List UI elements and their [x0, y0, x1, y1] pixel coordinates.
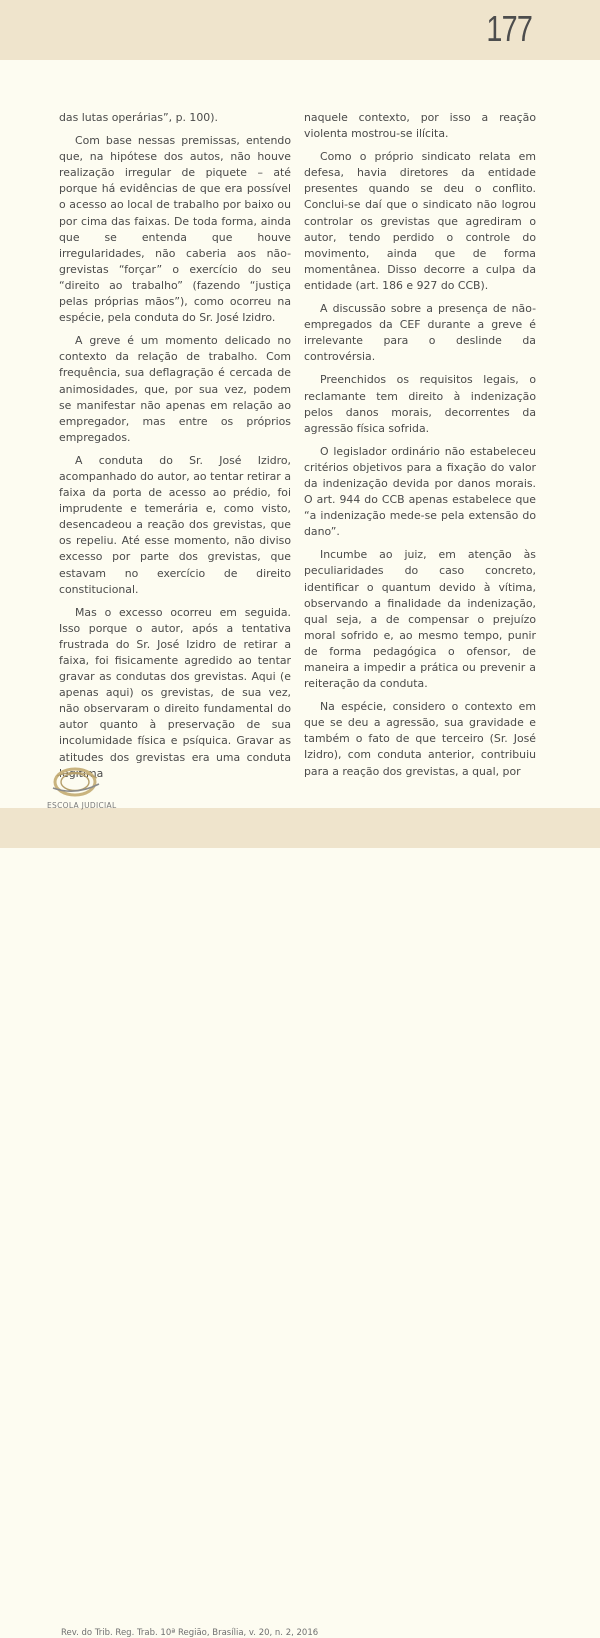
paragraph: Incumbe ao juiz, em atenção às peculiaridades do caso concreto, identificar o quantum devido à vítima, observando a finalidade da indenização, qual seja, a de compensar o prejuízo moral sofrido e, ao mesmo tempo, punir de forma pedagógica o ofensor, de maneira a impedir a prática ou prevenir a reiteração da conduta.	[304, 548, 536, 691]
footer-band	[0, 808, 600, 1638]
page-number: 177	[486, 8, 532, 49]
paragraph: Na espécie, considero o contexto em que se deu a agressão, sua gravidade e também o fato de que terceiro (Sr. José Izidro), com conduta anterior, contribuiu para a reação dos grevistas, a qual, por	[304, 700, 536, 778]
journal-citation: Rev. do Trib. Reg. Trab. 10ª Região, Brasília, v. 20, n. 2, 2016	[61, 1628, 319, 1638]
logo-caption: ESCOLA JUDICIAL	[47, 801, 117, 810]
left-column	[59, 110, 291, 789]
paragraph: A conduta do Sr. José Izidro, acompanhado do autor, ao tentar retirar a faixa da porta de acesso ao prédio, foi imprudente e temerária e, como visto, desencadeou a reação dos grevistas, que os repeliu. Até esse momento, não diviso excesso por parte dos grevistas, que estavam no exercício de direito constitucional.	[59, 453, 291, 596]
paragraph: O legislador ordinário não estabeleceu critérios objetivos para a fixação do valor da indenização devida por danos morais. O art. 944 do CCB apenas estabelece que “a indenização mede-se pela extensão do dano”.	[304, 444, 536, 539]
paragraph: Como o próprio sindicato relata em defesa, havia diretores da entidade presentes quando se deu o conflito. Conclui-se daí que o sindicato não logrou controlar os grevistas que agrediram o autor, tendo perdido o controle do movimento, ainda que de forma momentânea. Disso decorre a culpa da entidade (art. 186 e 927 do CCB).	[304, 150, 536, 292]
paragraph: naquele contexto, por isso a reação violenta mostrou-se ilícita.	[304, 111, 536, 141]
paragraph: Preenchidos os requisitos legais, o reclamante tem direito à indenização pelos danos morais, decorrentes da agressão física sofrida.	[304, 373, 536, 435]
header-band	[0, 0, 600, 60]
paragraph: Com base nessas premissas, entendo que, na hipótese dos autos, não houve realização irregular de piquete – até porque há evidências de que era possível o acesso ao local de trabalho por baixo ou por cima das faixas. De toda forma, ainda que se entenda que houve irregularidades, não caberia aos não-grevistas “forçar” o exercício do seu “direito ao trabalho” (fazendo “justiça pelas próprias mãos”), como ocorreu na espécie, pela conduta do Sr. José Izidro.	[59, 134, 291, 325]
paragraph: A discussão sobre a presença de não-empregados da CEF durante a greve é irrelevante para o deslinde da controvérsia.	[304, 302, 536, 364]
paragraph: das lutas operárias”, p. 100).	[59, 111, 218, 124]
right-column	[304, 110, 536, 787]
paragraph: Mas o excesso ocorreu em seguida. Isso porque o autor, após a tentativa frustrada do Sr. José Izidro de retirar a faixa, foi fisicamente agredido ao tentar gravar as condutas dos grevistas. Aqui (e apenas aqui) os grevistas, de sua vez, não observaram o direito fundamental do autor quanto à preservação de sua incolumidade física e psíquica. Gravar as atitudes dos grevistas era uma conduta legítima	[59, 605, 291, 780]
paragraph: A greve é um momento delicado no contexto da relação de trabalho. Com frequência, sua deflagração é cercada de animosidades, que, por sua vez, podem se manifestar não apenas em relação ao empregador, mas entre os próprios empregados.	[59, 334, 291, 444]
